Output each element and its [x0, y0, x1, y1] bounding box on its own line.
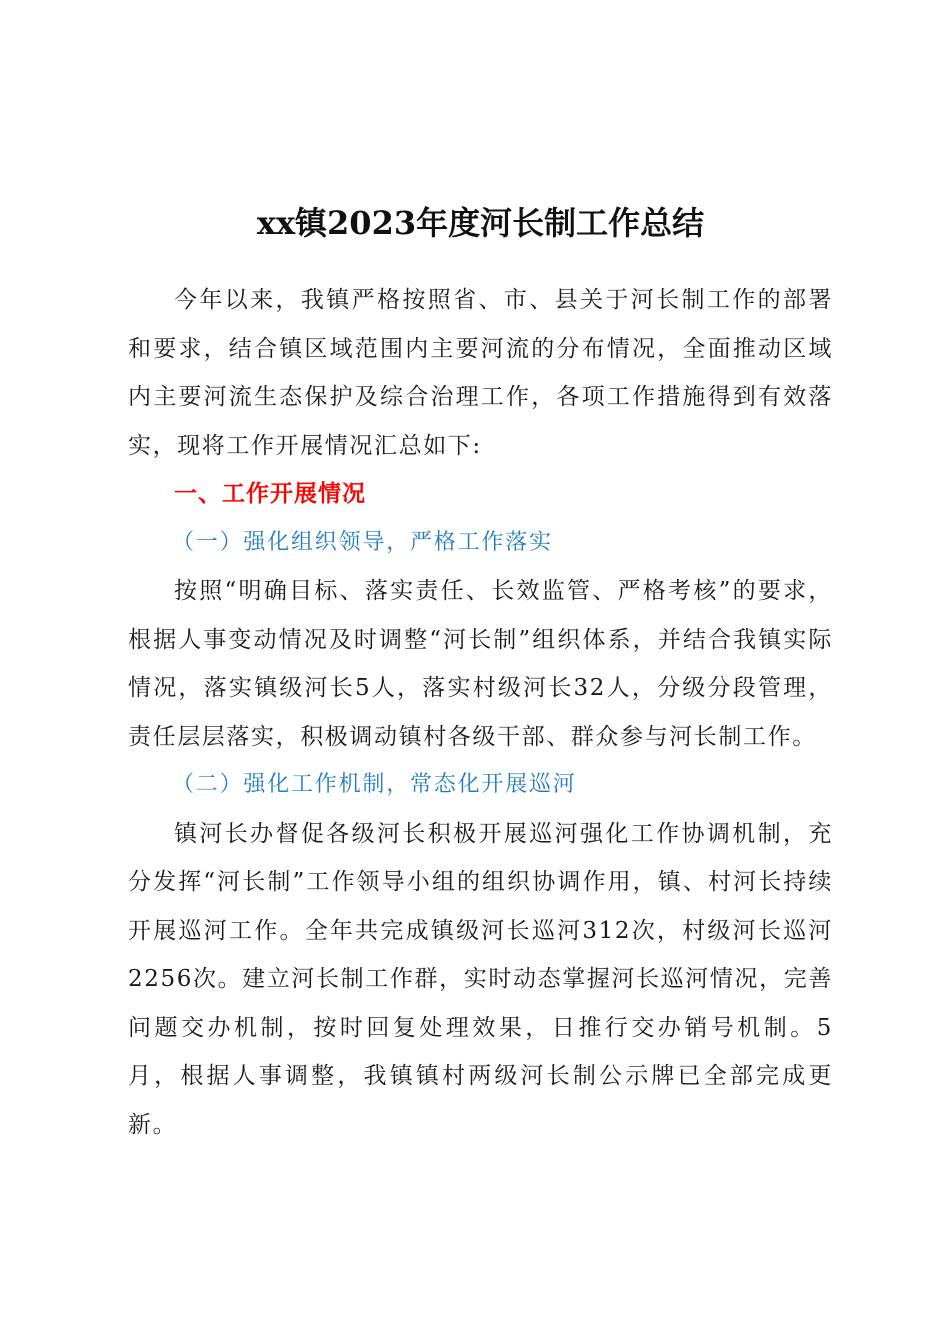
subsection-heading-2: （二）强化工作机制，常态化开展巡河 [172, 772, 577, 797]
section-heading-1: 一、工作开展情况 [174, 481, 366, 507]
document-body [128, 195, 833, 1149]
intro-paragraph: 今年以来，我镇严格按照省、市、县关于河长制工作的部署和要求，结合镇区域范围内主要河流的分布情况，全面推动区域内主要河流生态保护及综合治理工作，各项工作措施得到有效落实，现将工作开展情况汇总如下: [128, 287, 833, 459]
document-title: xx镇2023年度河长制工作总结 [256, 204, 705, 242]
subsection-2-paragraph: 镇河长办督促各级河长积极开展巡河强化工作协调机制，充分发挥“河长制”工作领导小组的组织协调作用，镇、村河长持续开展巡河工作。全年共完成镇级河长巡河312次，村级河长巡河2256次。建立河长制工作群，实时动态掌握河长巡河情况，完善问题交办机制，按时回复处理效果，日推行交办销号机制。5月，根据人事调整，我镇镇村两级河长制公示牌已全部完成更新。 [128, 820, 833, 1138]
subsection-heading-1: （一）强化组织领导，严格工作落实 [172, 529, 553, 555]
subsection-1-paragraph: 按照“明确目标、落实责任、长效监管、严格考核”的要求，根据人事变动情况及时调整“河长制”组织体系，并结合我镇实际情况，落实镇级河长5人，落实村级河长32人，分级分段管理，责任层层落实，积极调动镇村各级干部、群众参与河长制工作。 [128, 578, 833, 750]
